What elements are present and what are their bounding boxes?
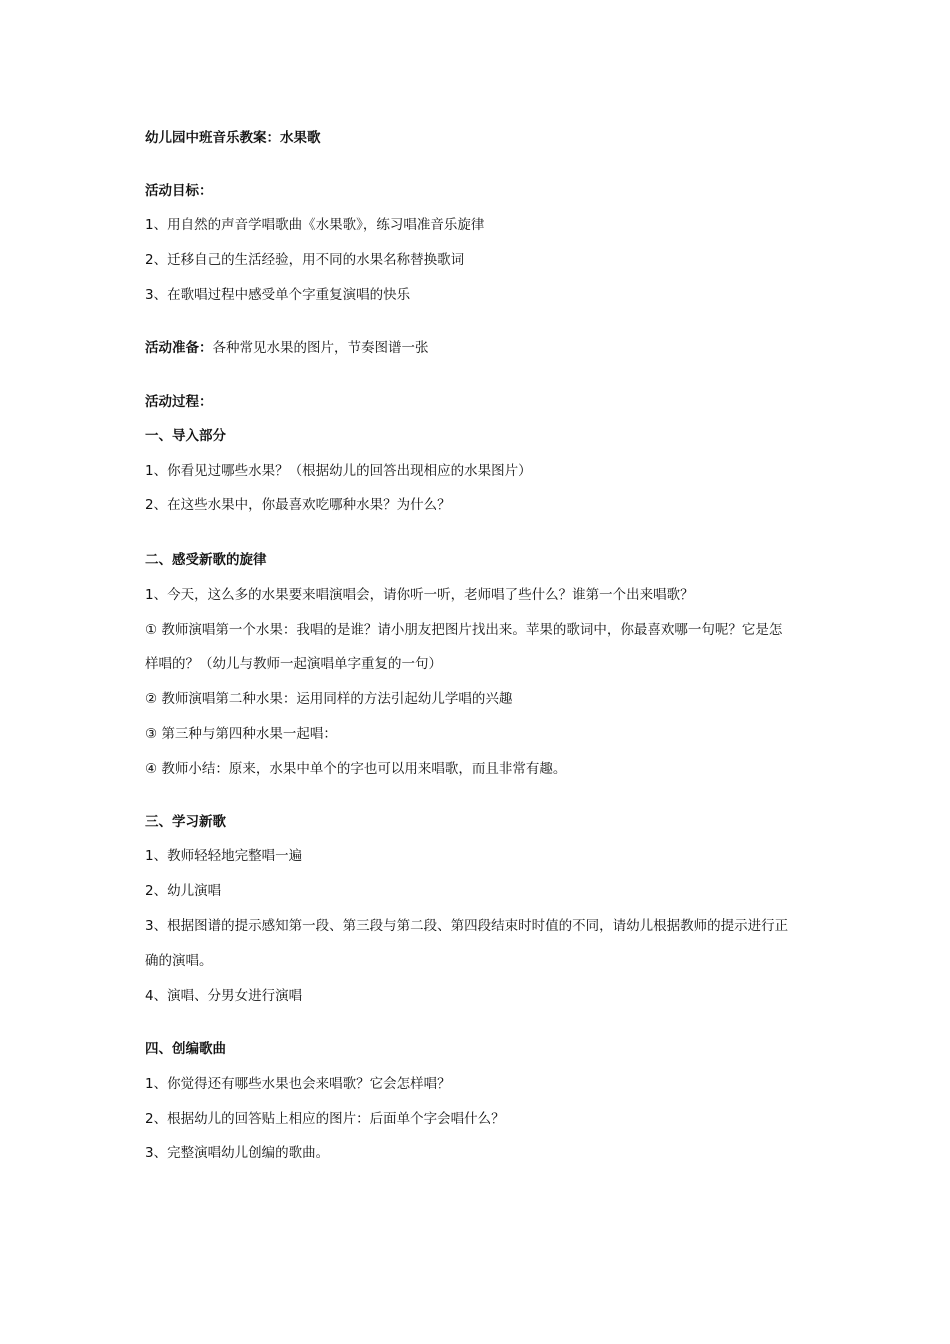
goals-heading: 活动目标：: [145, 183, 213, 199]
section-item: ② 教师演唱第二种水果：运用同样的方法引起幼儿学唱的兴趣: [145, 691, 513, 707]
section-item: ① 教师演唱第一个水果：我唱的是谁？请小朋友把图片找出来。苹果的歌词中，你最喜欢哪一句呢？它是怎: [145, 622, 783, 638]
section-item: 3、完整演唱幼儿创编的歌曲。: [145, 1145, 330, 1161]
section-item: 1、你看见过哪些水果？（根据幼儿的回答出现相应的水果图片）: [145, 463, 532, 479]
prep-paragraph: [145, 338, 810, 358]
document-title: 幼儿园中班音乐教案：水果歌: [145, 130, 321, 146]
section-title: 一、导入部分: [145, 428, 226, 444]
section-item: 3、根据图谱的提示感知第一段、第三段与第二段、第四段结束时时值的不同，请幼儿根据教师的提示进行正: [145, 918, 789, 934]
process-heading: 活动过程：: [145, 394, 213, 410]
section-item: 样唱的？（幼儿与教师一起演唱单字重复的一句）: [145, 656, 442, 672]
goal-item: 2、迁移自己的生活经验，用不同的水果名称替换歌词: [145, 252, 465, 268]
section-title: 二、感受新歌的旋律: [145, 552, 267, 568]
section-item: ③ 第三种与第四种水果一起唱：: [145, 726, 337, 742]
section-item: 确的演唱。: [145, 953, 213, 969]
prep-text: 各种常见水果的图片，节奏图谱一张: [212, 340, 429, 356]
section-item: 2、根据幼儿的回答贴上相应的图片：后面单个字会唱什么？: [145, 1111, 505, 1127]
section-item: 1、今天，这么多的水果要来唱演唱会，请你听一听，老师唱了些什么？谁第一个出来唱歌？: [145, 587, 694, 603]
goal-item: 3、在歌唱过程中感受单个字重复演唱的快乐: [145, 287, 411, 303]
section-item: 2、幼儿演唱: [145, 883, 222, 899]
goal-item: 1、用自然的声音学唱歌曲《水果歌》，练习唱准音乐旋律: [145, 217, 485, 233]
section-item: 2、在这些水果中，你最喜欢吃哪种水果？为什么？: [145, 497, 451, 513]
section-title: 四、创编歌曲: [145, 1041, 226, 1057]
section-item: 4、演唱、分男女进行演唱: [145, 988, 303, 1004]
section-item: 1、教师轻轻地完整唱一遍: [145, 848, 303, 864]
section-title: 三、学习新歌: [145, 814, 226, 830]
prep-label: 活动准备：: [145, 340, 213, 356]
section-item: 1、你觉得还有哪些水果也会来唱歌？它会怎样唱？: [145, 1076, 451, 1092]
section-item: ④ 教师小结：原来，水果中单个的字也可以用来唱歌，而且非常有趣。: [145, 761, 567, 777]
